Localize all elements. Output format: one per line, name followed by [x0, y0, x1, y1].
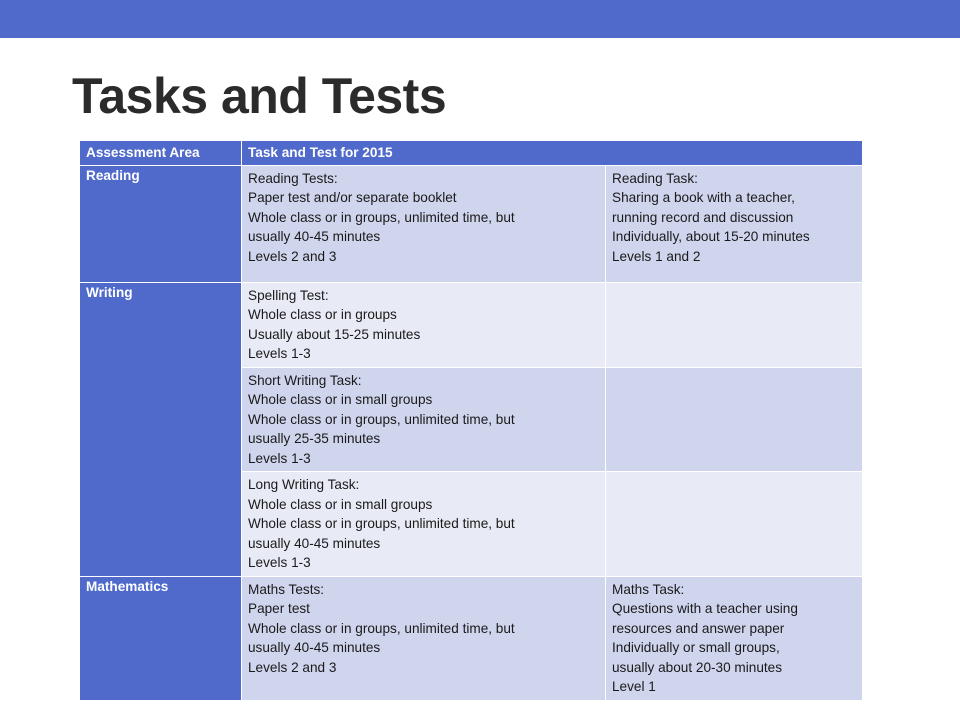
tasks-table: [79, 140, 863, 701]
empty-cell: [606, 367, 863, 472]
cell-line: usually 25-35 minutes: [248, 431, 381, 446]
empty-cell: [606, 472, 863, 577]
cell-line: usually 40-45 minutes: [248, 640, 381, 655]
cell-line: running record and discussion: [612, 209, 794, 225]
cell-line: Usually about 15-25 minutes: [248, 326, 421, 342]
area-reading: Reading: [80, 165, 242, 282]
cell-line: Maths Task:: [612, 581, 685, 597]
table-row-spelling: [80, 282, 863, 367]
cell-line: Whole class or in small groups: [248, 392, 433, 407]
cell-line: Levels 1-3: [248, 450, 311, 466]
cell-line: Levels 2 and 3: [248, 248, 337, 264]
cell-line: resources and answer paper: [612, 620, 785, 636]
reading-task-cell: [606, 165, 863, 282]
area-mathematics: Mathematics: [80, 576, 242, 700]
table-row-reading: [80, 165, 863, 282]
maths-task-cell: [606, 576, 863, 700]
short-writing-task-cell: [242, 367, 606, 472]
cell-line: Whole class or in groups, unlimited time, but: [248, 209, 515, 225]
top-accent-bar: [0, 0, 960, 38]
cell-line: Levels 2 and 3: [248, 659, 337, 675]
cell-line: Questions with a teacher using: [612, 601, 798, 616]
cell-line: Whole class or in small groups: [248, 496, 433, 512]
reading-tests-cell: [242, 165, 606, 282]
cell-line: usually about 20-30 minutes: [612, 659, 783, 675]
cell-line: usually 40-45 minutes: [248, 535, 381, 551]
cell-line: Whole class or in groups, unlimited time, but: [248, 516, 515, 531]
cell-line: Reading Tests:: [248, 170, 338, 186]
cell-line: Levels 1-3: [248, 555, 311, 570]
long-writing-task-cell: [242, 472, 606, 577]
maths-tests-cell: [242, 576, 606, 700]
cell-line: Levels 1 and 2: [612, 248, 701, 264]
cell-line: Individually, about 15-20 minutes: [612, 229, 810, 244]
table-row-mathematics: [80, 576, 863, 700]
header-task-and-test: Task and Test for 2015: [242, 141, 863, 166]
cell-line: usually 40-45 minutes: [248, 229, 381, 244]
cell-line: Short Writing Task:: [248, 372, 362, 388]
table-header-row: [80, 141, 863, 166]
cell-line: Sharing a book with a teacher,: [612, 190, 795, 205]
spelling-test-cell: [242, 282, 606, 367]
empty-cell: [606, 282, 863, 367]
cell-line: Spelling Test:: [248, 287, 329, 303]
cell-line: Maths Tests:: [248, 581, 325, 597]
cell-line: Paper test: [248, 601, 310, 616]
header-assessment-area: Assessment Area: [80, 141, 242, 166]
cell-line: Reading Task:: [612, 170, 698, 186]
cell-line: Long Writing Task:: [248, 477, 360, 492]
cell-line: Whole class or in groups: [248, 307, 397, 322]
cell-line: Whole class or in groups, unlimited time, but: [248, 411, 515, 427]
cell-line: Whole class or in groups, unlimited time, but: [248, 620, 515, 636]
cell-line: Individually or small groups,: [612, 640, 780, 655]
cell-line: Levels 1-3: [248, 346, 311, 361]
slide-title: Tasks and Tests: [72, 68, 447, 124]
cell-line: Level 1: [612, 679, 656, 694]
cell-line: Paper test and/or separate booklet: [248, 190, 457, 205]
area-writing: Writing: [80, 282, 242, 576]
